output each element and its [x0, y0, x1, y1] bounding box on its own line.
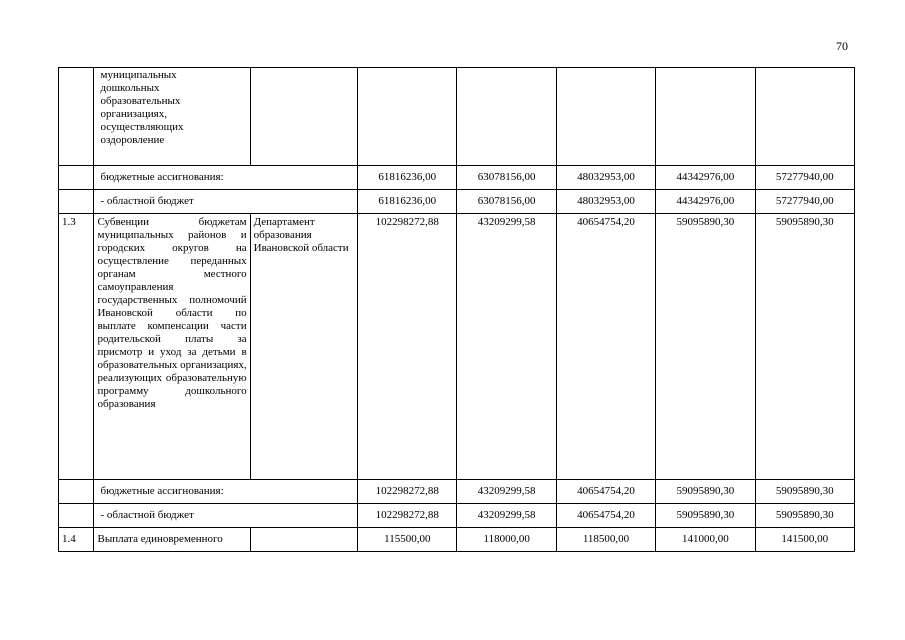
name-line: дошкольных — [100, 82, 160, 94]
value-cell — [656, 68, 755, 166]
table-row-regional-budget — [59, 190, 855, 214]
value-cell: 141000,00 — [656, 528, 755, 552]
value-cell: 40654754,20 — [556, 480, 655, 504]
value-cell: 40654754,20 — [556, 214, 655, 480]
program-name-cell: Субвенции бюджетам муниципальных районов и городских округов на осуществление переданных органам местного самоуправления государственных полномочий Ивановской области по выплате компенсации части родительской платы за присмотр и уход за детьми в образовательных организациях, реализующих образовательную программу дошкольного образования — [94, 214, 250, 480]
regional-budget-label: - областной бюджет — [94, 190, 358, 214]
value-cell: 102298272,88 — [358, 504, 457, 528]
value-cell: 102298272,88 — [358, 214, 457, 480]
table-row-budget-allocations — [59, 166, 855, 190]
value-cell: 44342976,00 — [656, 190, 755, 214]
row-number-cell — [59, 166, 94, 190]
value-cell: 48032953,00 — [556, 190, 655, 214]
table-row-item-1-3 — [59, 214, 855, 480]
table-row-item-1-4 — [59, 528, 855, 552]
name-line: муниципальных — [100, 69, 177, 81]
value-cell: 59095890,30 — [755, 504, 854, 528]
value-cell: 118000,00 — [457, 528, 556, 552]
name-line: образовательных — [100, 95, 181, 107]
page-number: 70 — [836, 39, 848, 53]
value-cell: 40654754,20 — [556, 504, 655, 528]
value-cell: 63078156,00 — [457, 190, 556, 214]
value-cell: 57277940,00 — [755, 166, 854, 190]
value-cell: 118500,00 — [556, 528, 655, 552]
value-cell: 141500,00 — [755, 528, 854, 552]
value-cell — [358, 68, 457, 166]
value-cell: 57277940,00 — [755, 190, 854, 214]
value-cell: 59095890,30 — [656, 214, 755, 480]
value-cell: 43209299,58 — [457, 214, 556, 480]
row-number-cell: 1.3 — [59, 214, 94, 480]
executor-cell: Департамент образования Ивановской области — [250, 214, 357, 480]
row-number-cell: 1.4 — [59, 528, 94, 552]
name-line: осуществляющих — [100, 121, 184, 133]
value-cell: 61816236,00 — [358, 166, 457, 190]
row-number-cell — [59, 68, 94, 166]
value-cell: 102298272,88 — [358, 480, 457, 504]
table-row-continued — [59, 68, 855, 166]
value-cell: 48032953,00 — [556, 166, 655, 190]
budget-table — [58, 67, 855, 552]
name-line: оздоровление — [100, 134, 165, 146]
allocation-label: бюджетные ассигнования: — [94, 480, 358, 504]
allocation-label: бюджетные ассигнования: — [94, 166, 358, 190]
program-name-cell: Выплата единовременного — [94, 528, 250, 552]
value-cell: 43209299,58 — [457, 480, 556, 504]
table-row-regional-budget — [59, 504, 855, 528]
value-cell: 61816236,00 — [358, 190, 457, 214]
row-number-cell — [59, 480, 94, 504]
value-cell: 59095890,30 — [755, 214, 854, 480]
row-number-cell — [59, 504, 94, 528]
executor-cell — [250, 68, 357, 166]
row-number-cell — [59, 190, 94, 214]
value-cell: 59095890,30 — [755, 480, 854, 504]
name-line: организациях, — [100, 108, 167, 120]
value-cell: 59095890,30 — [656, 480, 755, 504]
executor-cell — [250, 528, 357, 552]
value-cell: 43209299,58 — [457, 504, 556, 528]
table-row-budget-allocations — [59, 480, 855, 504]
value-cell — [755, 68, 854, 166]
value-cell: 63078156,00 — [457, 166, 556, 190]
regional-budget-label: - областной бюджет — [94, 504, 358, 528]
value-cell — [556, 68, 655, 166]
program-name-cell — [94, 68, 250, 166]
value-cell: 44342976,00 — [656, 166, 755, 190]
value-cell: 59095890,30 — [656, 504, 755, 528]
value-cell: 115500,00 — [358, 528, 457, 552]
value-cell — [457, 68, 556, 166]
